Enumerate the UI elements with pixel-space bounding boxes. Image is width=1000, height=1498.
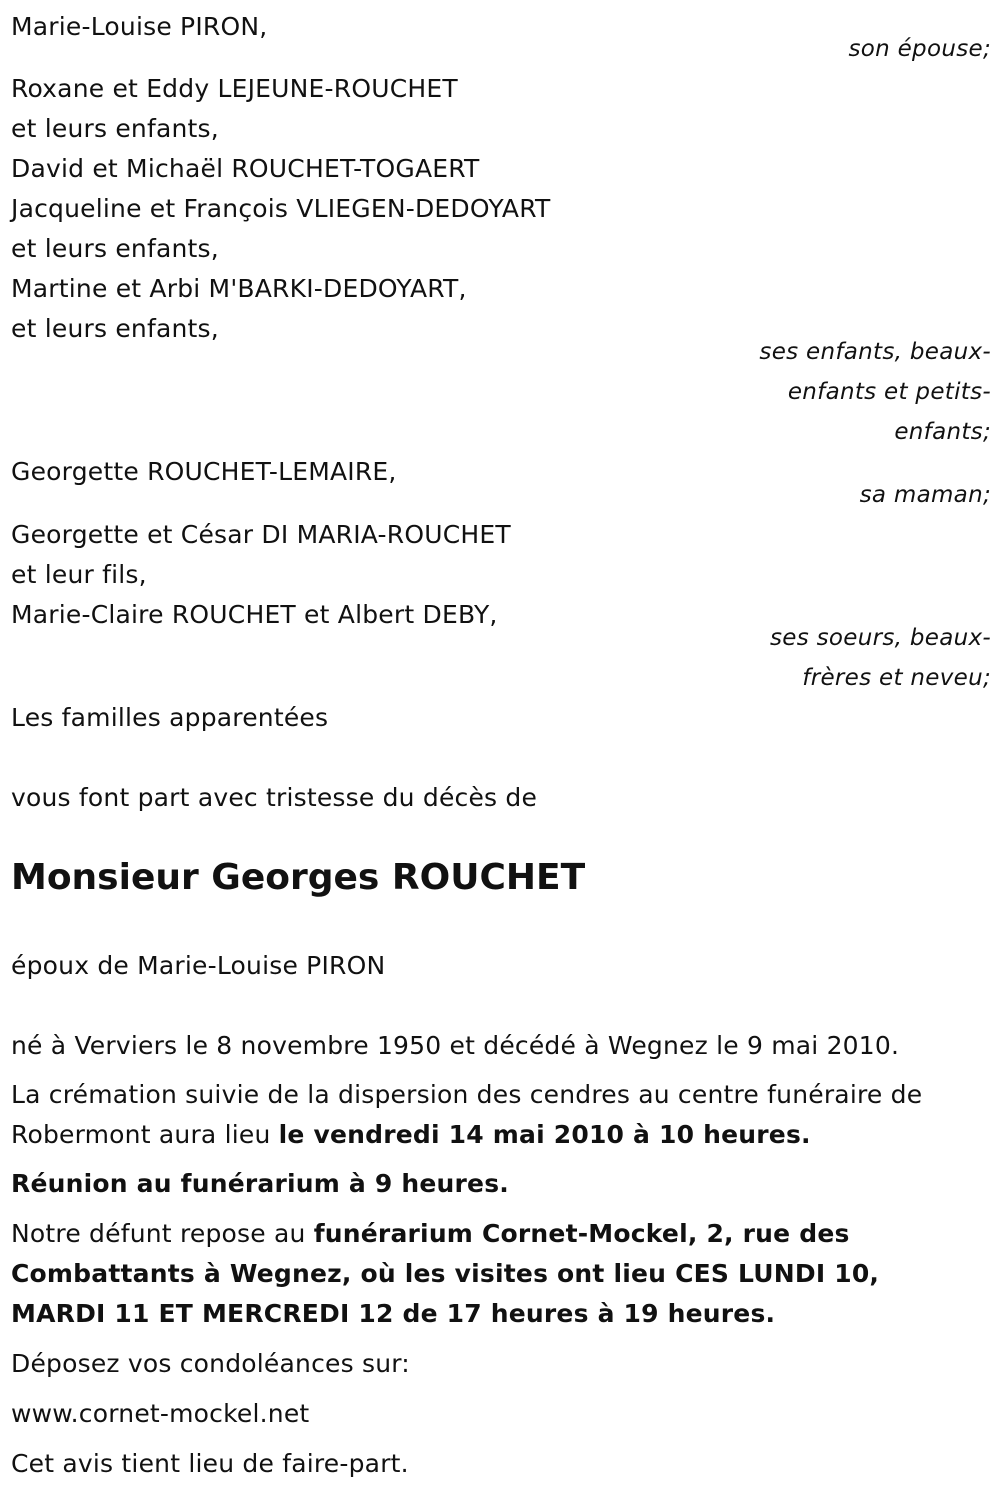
children-role: ses enfants, beaux- xyxy=(759,339,991,365)
mother-name: Georgette ROUCHET-LEMAIRE, xyxy=(11,457,397,486)
family-line: et leurs enfants, xyxy=(11,314,219,343)
related-families: Les familles apparentées xyxy=(11,703,329,732)
deceased-name: Monsieur Georges ROUCHET xyxy=(11,857,586,898)
family-line: et leurs enfants, xyxy=(11,234,219,263)
birth-death: né à Verviers le 8 novembre 1950 et décédé à Wegnez le 9 mai 2010. xyxy=(11,1031,900,1060)
spouse-role: son épouse; xyxy=(848,36,991,62)
family-line: Georgette et César DI MARIA-ROUCHET xyxy=(11,520,511,549)
children-role: enfants; xyxy=(894,419,991,445)
visits-details: funérarium Cornet-Mockel, 2, rue des Combattants à Wegnez, où les visites ont lieu CES LUNDI 10, MARDI 11 ET MERCREDI 12 de 17 heures à 19 heures. xyxy=(11,1219,880,1328)
children-role: enfants et petits- xyxy=(787,379,991,405)
condolences-label: Déposez vos condoléances sur: xyxy=(11,1349,410,1378)
family-line: David et Michaël ROUCHET-TOGAERT xyxy=(11,154,480,183)
visits-paragraph xyxy=(11,1214,976,1334)
cremation-date: le vendredi 14 mai 2010 à 10 heures. xyxy=(278,1120,811,1149)
cremation-text: La crémation suivie de la dispersion des cendres au centre funéraire de Robermont aura lieu xyxy=(11,1080,923,1149)
siblings-role: frères et neveu; xyxy=(802,665,991,691)
family-line: Roxane et Eddy LEJEUNE-ROUCHET xyxy=(11,74,458,103)
family-line: Marie-Claire ROUCHET et Albert DEBY, xyxy=(11,600,498,629)
spouse-name: Marie-Louise PIRON, xyxy=(11,12,268,41)
cremation-paragraph xyxy=(11,1075,986,1155)
closing-text: Cet avis tient lieu de faire-part. xyxy=(11,1449,409,1478)
obituary-notice xyxy=(11,0,991,1498)
gathering-text: Réunion au funérarium à 9 heures. xyxy=(11,1169,509,1198)
family-line: et leur fils, xyxy=(11,560,147,589)
announcement: vous font part avec tristesse du décès de xyxy=(11,783,538,812)
family-line: Martine et Arbi M'BARKI-DEDOYART, xyxy=(11,274,467,303)
spouse-of: époux de Marie-Louise PIRON xyxy=(11,951,386,980)
mother-role: sa maman; xyxy=(859,482,991,508)
visits-text: Notre défunt repose au xyxy=(11,1219,314,1248)
website-link[interactable]: www.cornet-mockel.net xyxy=(11,1399,310,1428)
gathering xyxy=(11,1164,986,1204)
siblings-role: ses soeurs, beaux- xyxy=(769,625,991,651)
family-line: Jacqueline et François VLIEGEN-DEDOYART xyxy=(11,194,551,223)
family-line: et leurs enfants, xyxy=(11,114,219,143)
